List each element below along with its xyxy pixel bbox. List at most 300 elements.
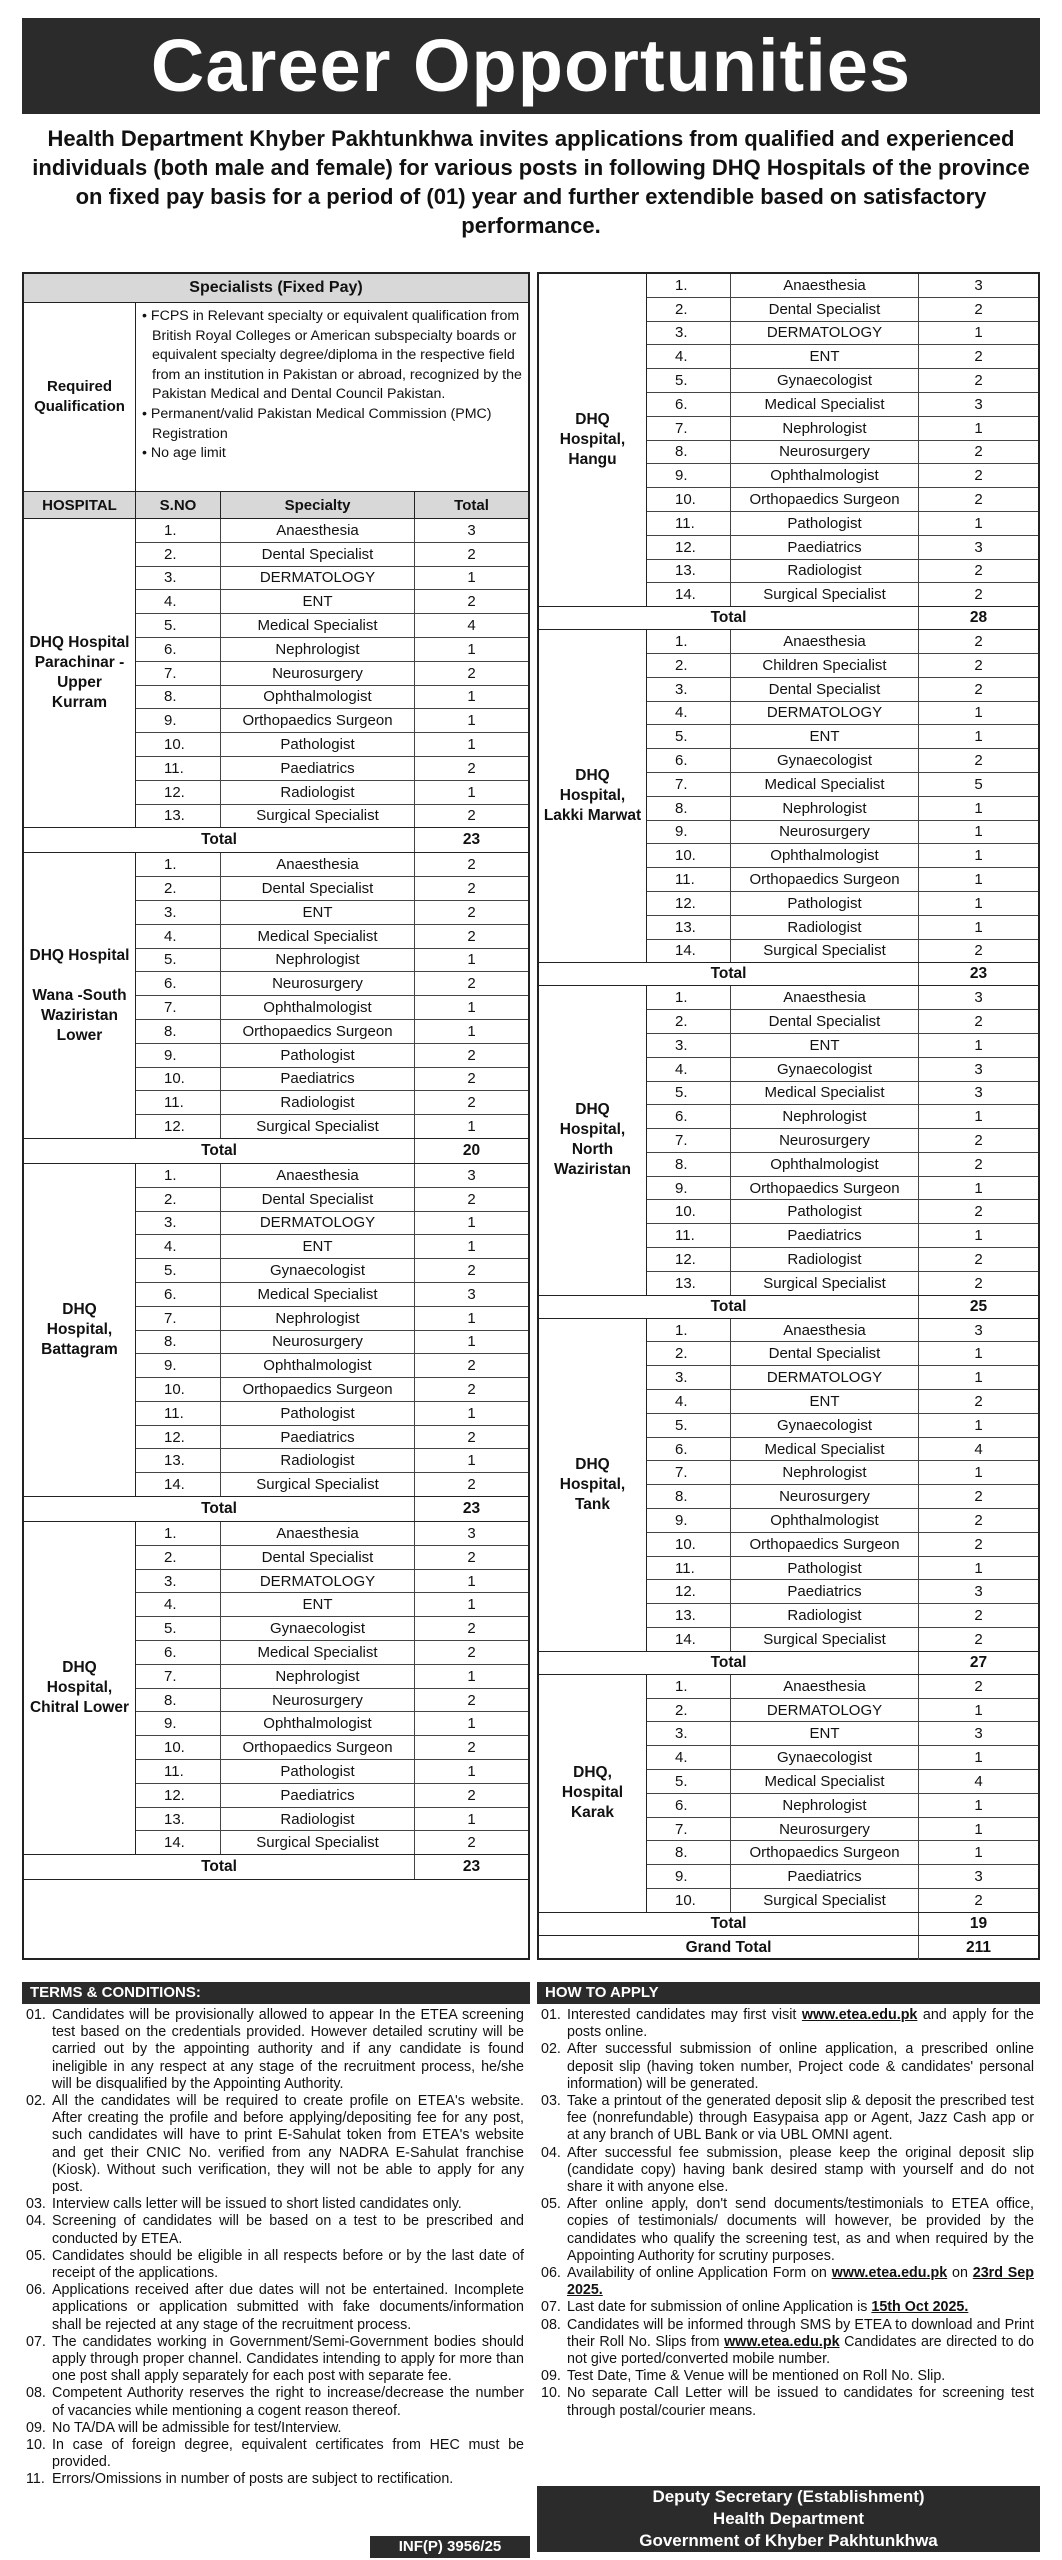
table-row bbox=[136, 1212, 528, 1236]
specialty-cell: Ophthalmologist bbox=[221, 1712, 415, 1735]
howto-list bbox=[537, 2004, 1040, 2420]
item-text-part: Interested candidates may first visit bbox=[567, 2007, 802, 2023]
grand-total-row bbox=[539, 1936, 1038, 1960]
specialty-cell: Surgical Specialist bbox=[221, 1473, 415, 1496]
specialty-cell: DERMATOLOGY bbox=[221, 567, 415, 590]
count-cell: 2 bbox=[974, 562, 983, 580]
specialty-cell: DERMATOLOGY bbox=[731, 702, 919, 725]
specialty-cell: Neurosurgery bbox=[221, 1331, 415, 1354]
sno-cell: 1. bbox=[136, 853, 221, 876]
table-row bbox=[647, 1746, 1038, 1770]
specialty-cell: Medical Specialist bbox=[731, 393, 919, 416]
table-row bbox=[647, 1177, 1038, 1201]
count-cell: 1 bbox=[467, 783, 476, 801]
table-row bbox=[647, 1224, 1038, 1248]
count-cell: 1 bbox=[467, 640, 476, 658]
item-text: The candidates working in Government/Semi-Government bodies should apply through proper channel. Candidates intending to apply for more than one post shall apply separately for each post with separate fee. bbox=[52, 2333, 524, 2385]
item-highlight: 15th Oct 2025. bbox=[871, 2299, 969, 2316]
hospital-name: DHQ Hospital, Battagram bbox=[24, 1164, 136, 1496]
count-cell: 1 bbox=[467, 688, 476, 706]
count-cell: 2 bbox=[974, 1203, 983, 1221]
sno-cell: 6. bbox=[647, 749, 731, 772]
count-cell: 3 bbox=[467, 521, 476, 539]
count-cell: 1 bbox=[467, 951, 476, 969]
item-text: No TA/DA will be admissible for test/Interview. bbox=[52, 2419, 342, 2436]
specialty-cell: Surgical Specialist bbox=[731, 940, 919, 963]
item-number: 03. bbox=[26, 2196, 46, 2213]
sno-cell: 6. bbox=[647, 393, 731, 416]
header-sno: S.NO bbox=[136, 492, 221, 518]
table-row bbox=[136, 805, 528, 828]
table-row bbox=[136, 853, 528, 877]
table-row bbox=[647, 678, 1038, 702]
sno-cell: 4. bbox=[647, 702, 731, 725]
required-qualification bbox=[24, 303, 528, 492]
specialty-cell: Radiologist bbox=[221, 1449, 415, 1472]
table-row bbox=[647, 1509, 1038, 1533]
item-number: 09. bbox=[26, 2419, 46, 2436]
sno-cell: 6. bbox=[647, 1794, 731, 1817]
table-row bbox=[136, 567, 528, 591]
item-number: 08. bbox=[541, 2316, 561, 2333]
table-row bbox=[647, 1889, 1038, 1912]
specialty-cell: Medical Specialist bbox=[221, 925, 415, 948]
table-row bbox=[647, 1628, 1038, 1651]
specialty-cell: Neurosurgery bbox=[221, 1689, 415, 1712]
item-text bbox=[567, 2265, 1034, 2299]
sno-cell: 6. bbox=[647, 1105, 731, 1128]
sno-cell: 5. bbox=[136, 1259, 221, 1282]
hospital-rows bbox=[647, 1319, 1038, 1651]
table-row bbox=[136, 1473, 528, 1496]
specialty-cell: Medical Specialist bbox=[221, 1641, 415, 1664]
count-cell: 2 bbox=[974, 1013, 983, 1030]
qualification-item: • Permanent/valid Pakistan Medical Commission (PMC) Registration bbox=[142, 405, 492, 442]
specialty-cell: Paediatrics bbox=[221, 1784, 415, 1807]
sno-cell: 2. bbox=[136, 1188, 221, 1211]
signature-line: Health Department bbox=[712, 2509, 865, 2528]
sno-cell: 2. bbox=[136, 877, 221, 900]
sno-cell: 9. bbox=[647, 1865, 731, 1888]
table-row bbox=[136, 1522, 528, 1546]
count-cell: 2 bbox=[974, 752, 983, 770]
sno-cell: 7. bbox=[136, 662, 221, 685]
item-text bbox=[567, 2041, 1034, 2093]
table-row bbox=[647, 986, 1038, 1010]
table-row bbox=[647, 725, 1038, 749]
hospital-group bbox=[24, 853, 528, 1139]
item-text-part: Take a printout of the generated deposit slip & deposit the prescribed test fee (nonrefundable) through Easypaisa app or Agent, Jazz Cash app or at any branch of UBL Bank or via UBL OMNI agent. bbox=[567, 2093, 1034, 2144]
specialty-cell: Orthopaedics Surgeon bbox=[731, 1841, 919, 1864]
count-cell: 3 bbox=[974, 1060, 983, 1078]
sno-cell: 8. bbox=[647, 1153, 731, 1176]
total-row bbox=[539, 1913, 1038, 1936]
specialty-cell: DERMATOLOGY bbox=[221, 1570, 415, 1593]
specialty-cell: Orthopaedics Surgeon bbox=[731, 868, 919, 891]
table-row bbox=[647, 441, 1038, 465]
specialty-cell: Gynaecologist bbox=[731, 1058, 919, 1081]
sno-cell: 10. bbox=[647, 488, 731, 511]
total-row bbox=[24, 828, 528, 853]
specialty-cell: Dental Specialist bbox=[731, 1010, 919, 1033]
table-row bbox=[647, 369, 1038, 393]
count-cell: 4 bbox=[974, 1772, 983, 1790]
table-row bbox=[647, 1438, 1038, 1462]
table-row bbox=[647, 1580, 1038, 1604]
item-text: Screening of candidates will be based on a test to be prescribed and conducted by ETEA. bbox=[52, 2213, 524, 2247]
item-text bbox=[567, 2317, 1034, 2369]
left-column bbox=[22, 272, 530, 1960]
item-text: Candidates should be eligible in all respects before or by the last date of receipt of the applications. bbox=[52, 2247, 524, 2282]
specialty-cell: Medical Specialist bbox=[731, 1770, 919, 1793]
table-row bbox=[647, 417, 1038, 441]
sno-cell: 9. bbox=[647, 464, 731, 487]
count-cell: 1 bbox=[467, 1596, 476, 1614]
item-text-part: Candidates will be informed through SMS by ETEA to download and Print their Roll No. Slips from bbox=[567, 2316, 1034, 2350]
sno-cell: 1. bbox=[647, 274, 731, 297]
specialty-cell: DERMATOLOGY bbox=[731, 1366, 919, 1389]
specialty-cell: Neurosurgery bbox=[731, 1129, 919, 1152]
count-cell: 1 bbox=[974, 799, 983, 817]
sno-cell: 5. bbox=[136, 949, 221, 972]
table-row bbox=[136, 1449, 528, 1473]
count-cell: 2 bbox=[467, 1691, 476, 1709]
table-row bbox=[647, 1366, 1038, 1390]
count-cell: 1 bbox=[974, 1036, 983, 1054]
count-cell: 1 bbox=[974, 1227, 983, 1245]
sno-cell: 11. bbox=[647, 1557, 731, 1580]
item-number: 09. bbox=[541, 2368, 561, 2385]
sno-cell: 6. bbox=[136, 638, 221, 661]
table-row bbox=[647, 844, 1038, 868]
table-row bbox=[647, 274, 1038, 298]
total-label: Total bbox=[24, 828, 415, 852]
sno-cell: 4. bbox=[647, 1058, 731, 1081]
sno-cell: 10. bbox=[136, 1736, 221, 1759]
total-row bbox=[539, 607, 1038, 630]
table-row bbox=[136, 877, 528, 901]
sno-cell: 13. bbox=[647, 1604, 731, 1627]
table-row bbox=[136, 709, 528, 733]
total-row bbox=[539, 1652, 1038, 1675]
terms-item bbox=[26, 2007, 524, 2093]
howto-item bbox=[541, 2317, 1034, 2369]
item-text bbox=[567, 2196, 1034, 2265]
how-to-apply-section bbox=[537, 1982, 1040, 2420]
table-row bbox=[647, 560, 1038, 584]
sno-cell: 5. bbox=[136, 1617, 221, 1640]
specialty-cell: Orthopaedics Surgeon bbox=[221, 709, 415, 732]
item-text: Errors/Omissions in number of posts are subject to rectification. bbox=[52, 2471, 454, 2488]
count-cell: 1 bbox=[974, 1369, 983, 1387]
sno-cell: 12. bbox=[647, 1248, 731, 1271]
count-cell: 1 bbox=[467, 712, 476, 730]
item-number: 08. bbox=[26, 2385, 46, 2402]
sno-cell: 1. bbox=[647, 1319, 731, 1342]
sno-cell: 5. bbox=[647, 1414, 731, 1437]
count-cell: 1 bbox=[974, 823, 983, 841]
count-cell: 3 bbox=[467, 1285, 476, 1303]
item-highlight: www.etea.edu.pk bbox=[801, 2007, 918, 2023]
count-cell: 2 bbox=[974, 1488, 983, 1506]
count-cell: 1 bbox=[974, 1179, 983, 1197]
table-row bbox=[647, 464, 1038, 488]
table-row bbox=[136, 1259, 528, 1283]
sno-cell: 1. bbox=[647, 1675, 731, 1698]
specialty-cell: Pathologist bbox=[221, 1760, 415, 1783]
count-cell: 2 bbox=[974, 1630, 983, 1648]
sno-cell: 10. bbox=[647, 1200, 731, 1223]
qualification-item: • No age limit bbox=[142, 445, 226, 462]
item-text: Applications received after due dates will not be entertained. Incomplete applications or application submitted with fake documents/information shall be rejected at any stage of the recruitment process. bbox=[52, 2282, 524, 2333]
count-cell: 1 bbox=[974, 1844, 983, 1862]
sno-cell: 6. bbox=[647, 1438, 731, 1461]
count-cell: 1 bbox=[974, 847, 983, 865]
table-row bbox=[647, 868, 1038, 892]
table-row bbox=[136, 1617, 528, 1641]
count-cell: 1 bbox=[467, 569, 476, 587]
sno-cell: 3. bbox=[136, 1570, 221, 1593]
specialty-cell: Paediatrics bbox=[731, 1224, 919, 1247]
hospital-name: DHQ Hospital, Hangu bbox=[539, 274, 647, 606]
specialty-cell: Orthopaedics Surgeon bbox=[221, 1736, 415, 1759]
terms-section bbox=[22, 1982, 530, 2489]
table-row bbox=[136, 1736, 528, 1760]
sno-cell: 6. bbox=[136, 1641, 221, 1664]
specialty-cell: Neurosurgery bbox=[731, 821, 919, 844]
table-row bbox=[647, 1200, 1038, 1224]
specialty-cell: Pathologist bbox=[731, 1200, 919, 1223]
specialty-cell: Radiologist bbox=[221, 1091, 415, 1114]
table-row bbox=[136, 1164, 528, 1188]
table-row bbox=[136, 1689, 528, 1713]
count-cell: 2 bbox=[974, 300, 983, 318]
sno-cell: 2. bbox=[647, 1699, 731, 1722]
table-row bbox=[136, 1283, 528, 1307]
hospital-rows bbox=[647, 630, 1038, 962]
specialty-cell: Orthopaedics Surgeon bbox=[731, 1177, 919, 1200]
specialty-cell: Gynaecologist bbox=[221, 1259, 415, 1282]
table-row bbox=[136, 590, 528, 614]
sno-cell: 11. bbox=[647, 512, 731, 535]
table-row bbox=[647, 1841, 1038, 1865]
count-cell: 1 bbox=[467, 736, 476, 754]
howto-item bbox=[541, 2265, 1034, 2299]
count-cell: 2 bbox=[467, 880, 476, 898]
total-label: Total bbox=[539, 963, 919, 985]
count-cell: 2 bbox=[467, 1548, 476, 1566]
terms-item bbox=[26, 2248, 524, 2282]
table-row bbox=[647, 821, 1038, 845]
sno-cell: 8. bbox=[647, 1485, 731, 1508]
count-cell: 3 bbox=[974, 1725, 983, 1743]
count-cell: 2 bbox=[467, 1070, 476, 1088]
count-cell: 1 bbox=[974, 704, 983, 722]
sno-cell: 9. bbox=[647, 1177, 731, 1200]
count-cell: 1 bbox=[974, 1796, 983, 1814]
hospital-rows bbox=[647, 986, 1038, 1294]
count-cell: 2 bbox=[974, 1392, 983, 1410]
sno-cell: 12. bbox=[136, 1115, 221, 1138]
table-row bbox=[647, 1485, 1038, 1509]
sno-cell: 1. bbox=[647, 630, 731, 653]
sno-cell: 10. bbox=[647, 1889, 731, 1912]
sno-cell: 13. bbox=[136, 1808, 221, 1831]
specialty-cell: Anaesthesia bbox=[731, 274, 919, 297]
count-cell: 1 bbox=[974, 514, 983, 532]
specialty-cell: Radiologist bbox=[731, 916, 919, 939]
item-highlight: www.etea.edu.pk bbox=[831, 2265, 948, 2282]
hospital-group bbox=[539, 274, 1038, 607]
specialty-cell: ENT bbox=[731, 1722, 919, 1745]
count-cell: 1 bbox=[467, 1452, 476, 1470]
table-row bbox=[647, 1533, 1038, 1557]
count-cell: 3 bbox=[974, 276, 983, 294]
hospital-group bbox=[539, 986, 1038, 1295]
terms-item bbox=[26, 2471, 524, 2488]
total-value: 25 bbox=[969, 1297, 988, 1315]
count-cell: 2 bbox=[974, 586, 983, 604]
sno-cell: 13. bbox=[136, 1449, 221, 1472]
terms-title: TERMS & CONDITIONS: bbox=[22, 1982, 530, 2004]
sno-cell: 5. bbox=[647, 1770, 731, 1793]
table-row bbox=[136, 1760, 528, 1784]
item-number: 02. bbox=[26, 2093, 46, 2110]
count-cell: 2 bbox=[974, 491, 983, 509]
table-row bbox=[647, 488, 1038, 512]
hospital-group bbox=[24, 1164, 528, 1497]
specialty-cell: Radiologist bbox=[731, 560, 919, 583]
table-row bbox=[647, 1058, 1038, 1082]
howto-item bbox=[541, 2041, 1034, 2093]
count-cell: 2 bbox=[974, 1607, 983, 1625]
table-row bbox=[136, 972, 528, 996]
sno-cell: 2. bbox=[647, 1342, 731, 1365]
table-row bbox=[647, 1010, 1038, 1034]
sno-cell: 5. bbox=[647, 1082, 731, 1105]
specialty-cell: Paediatrics bbox=[731, 1865, 919, 1888]
item-text-part: After online apply, don't send documents/testimonials to ETEA office, copies of testimonials/ documents will however, be provided by the candidates who qualify the screening test, as and when required by the Appointing Authority for scrutiny purposes. bbox=[567, 2196, 1034, 2264]
item-text: In case of foreign degree, equivalent certificates from HEC must be provided. bbox=[52, 2437, 524, 2471]
count-cell: 2 bbox=[467, 1046, 476, 1064]
howto-item bbox=[541, 2299, 1034, 2316]
terms-item bbox=[26, 2093, 524, 2196]
sno-cell: 2. bbox=[647, 654, 731, 677]
count-cell: 2 bbox=[467, 1094, 476, 1112]
table-row bbox=[136, 1307, 528, 1331]
sno-cell: 7. bbox=[647, 1818, 731, 1841]
count-cell: 3 bbox=[974, 1084, 983, 1102]
table-row bbox=[647, 892, 1038, 916]
sno-cell: 7. bbox=[647, 1461, 731, 1484]
table-row bbox=[136, 1044, 528, 1068]
count-cell: 2 bbox=[974, 443, 983, 461]
sno-cell: 11. bbox=[136, 1402, 221, 1425]
table-row bbox=[647, 797, 1038, 821]
sno-cell: 3. bbox=[136, 567, 221, 590]
specialty-cell: Paediatrics bbox=[221, 1068, 415, 1091]
specialty-cell: Gynaecologist bbox=[731, 369, 919, 392]
count-cell: 3 bbox=[974, 1321, 983, 1339]
count-cell: 2 bbox=[974, 1274, 983, 1292]
hospital-group bbox=[539, 1675, 1038, 1913]
count-cell: 2 bbox=[974, 633, 983, 651]
sno-cell: 4. bbox=[136, 1593, 221, 1616]
count-cell: 1 bbox=[467, 1022, 476, 1040]
qualification-item: • FCPS in Relevant specialty or equivalent qualification from British Royal Colleges or American subspecialty boards or equivalent specialty degree/diploma in the respective field from an institution in Pakistan or abroad, recognized by the Pakistan Medical and Dental Council Pakistan. bbox=[142, 308, 522, 403]
sno-cell: 12. bbox=[647, 536, 731, 559]
table-row bbox=[136, 1091, 528, 1115]
table-row bbox=[647, 1390, 1038, 1414]
table-row bbox=[136, 638, 528, 662]
table-row bbox=[647, 1342, 1038, 1366]
total-label: Total bbox=[539, 1913, 919, 1935]
howto-item bbox=[541, 2145, 1034, 2197]
sno-cell: 10. bbox=[136, 1378, 221, 1401]
specialty-cell: Nephrologist bbox=[221, 638, 415, 661]
item-text-part: Test Date, Time & Venue will be mentioned on Roll No. Slip. bbox=[567, 2368, 946, 2385]
specialty-cell: Gynaecologist bbox=[731, 749, 919, 772]
specialty-cell: Orthopaedics Surgeon bbox=[731, 488, 919, 511]
specialty-cell: Radiologist bbox=[221, 1808, 415, 1831]
hospital-name: DHQ Hospital, Lakki Marwat bbox=[539, 630, 647, 962]
table-row bbox=[136, 1641, 528, 1665]
table-row bbox=[136, 901, 528, 925]
terms-item bbox=[26, 2385, 524, 2419]
item-text: Candidates will be provisionally allowed to appear In the ETEA screening test based on the credentials provided. However detailed scrutiny will be carried out by the appointing authority and if any candidate is found ineligible in any respect at any stage of the recruitment process, he/she will be disqualified by the Appointing Authority. bbox=[52, 2007, 524, 2092]
count-cell: 2 bbox=[467, 1834, 476, 1852]
count-cell: 2 bbox=[467, 927, 476, 945]
hospital-name: DHQ Hospital Parachinar - Upper Kurram bbox=[24, 519, 136, 827]
count-cell: 1 bbox=[467, 1762, 476, 1780]
table-row bbox=[136, 757, 528, 781]
sno-cell: 8. bbox=[647, 441, 731, 464]
item-text: Interview calls letter will be issued to short listed candidates only. bbox=[52, 2196, 462, 2213]
item-text-part: on bbox=[947, 2265, 973, 2282]
qualification-list bbox=[136, 303, 528, 491]
inf-code: INF(P) 3956/25 bbox=[370, 2536, 530, 2558]
total-row bbox=[539, 963, 1038, 986]
item-text-part: After successful submission of online application, a prescribed online deposit slip (having token number, Project code & candidates' personal information) will be generated. bbox=[567, 2041, 1034, 2092]
specialty-cell: ENT bbox=[731, 345, 919, 368]
specialty-cell: Pathologist bbox=[221, 733, 415, 756]
signature-block bbox=[537, 2486, 1040, 2552]
total-label: Total bbox=[539, 607, 919, 629]
hospital-group bbox=[24, 519, 528, 828]
item-text-part: After successful fee submission, please keep the original deposit slip (candidate copy) having bank desired stamp with yourself and do not share it with anyone else. bbox=[567, 2144, 1034, 2196]
count-cell: 4 bbox=[974, 1440, 983, 1458]
table-row bbox=[647, 345, 1038, 369]
sno-cell: 3. bbox=[647, 1722, 731, 1745]
specialty-cell: Ophthalmologist bbox=[731, 1509, 919, 1532]
sno-cell: 11. bbox=[136, 1091, 221, 1114]
count-cell: 2 bbox=[467, 1620, 476, 1638]
count-cell: 1 bbox=[467, 1404, 476, 1422]
specialty-cell: Nephrologist bbox=[731, 1461, 919, 1484]
sno-cell: 4. bbox=[647, 345, 731, 368]
count-cell: 3 bbox=[974, 1868, 983, 1886]
sno-cell: 10. bbox=[647, 1533, 731, 1556]
howto-title: HOW TO APPLY bbox=[537, 1982, 1040, 2004]
sno-cell: 4. bbox=[136, 925, 221, 948]
item-text-part: Candidates are directed to do not give ported/converted mobile number. bbox=[567, 2333, 1034, 2368]
count-cell: 2 bbox=[467, 1739, 476, 1757]
sno-cell: 4. bbox=[136, 590, 221, 613]
sno-cell: 9. bbox=[136, 1354, 221, 1377]
total-value: 23 bbox=[969, 965, 988, 983]
item-text-part: and apply for the posts online. bbox=[567, 2007, 1034, 2041]
table-row bbox=[136, 1570, 528, 1594]
